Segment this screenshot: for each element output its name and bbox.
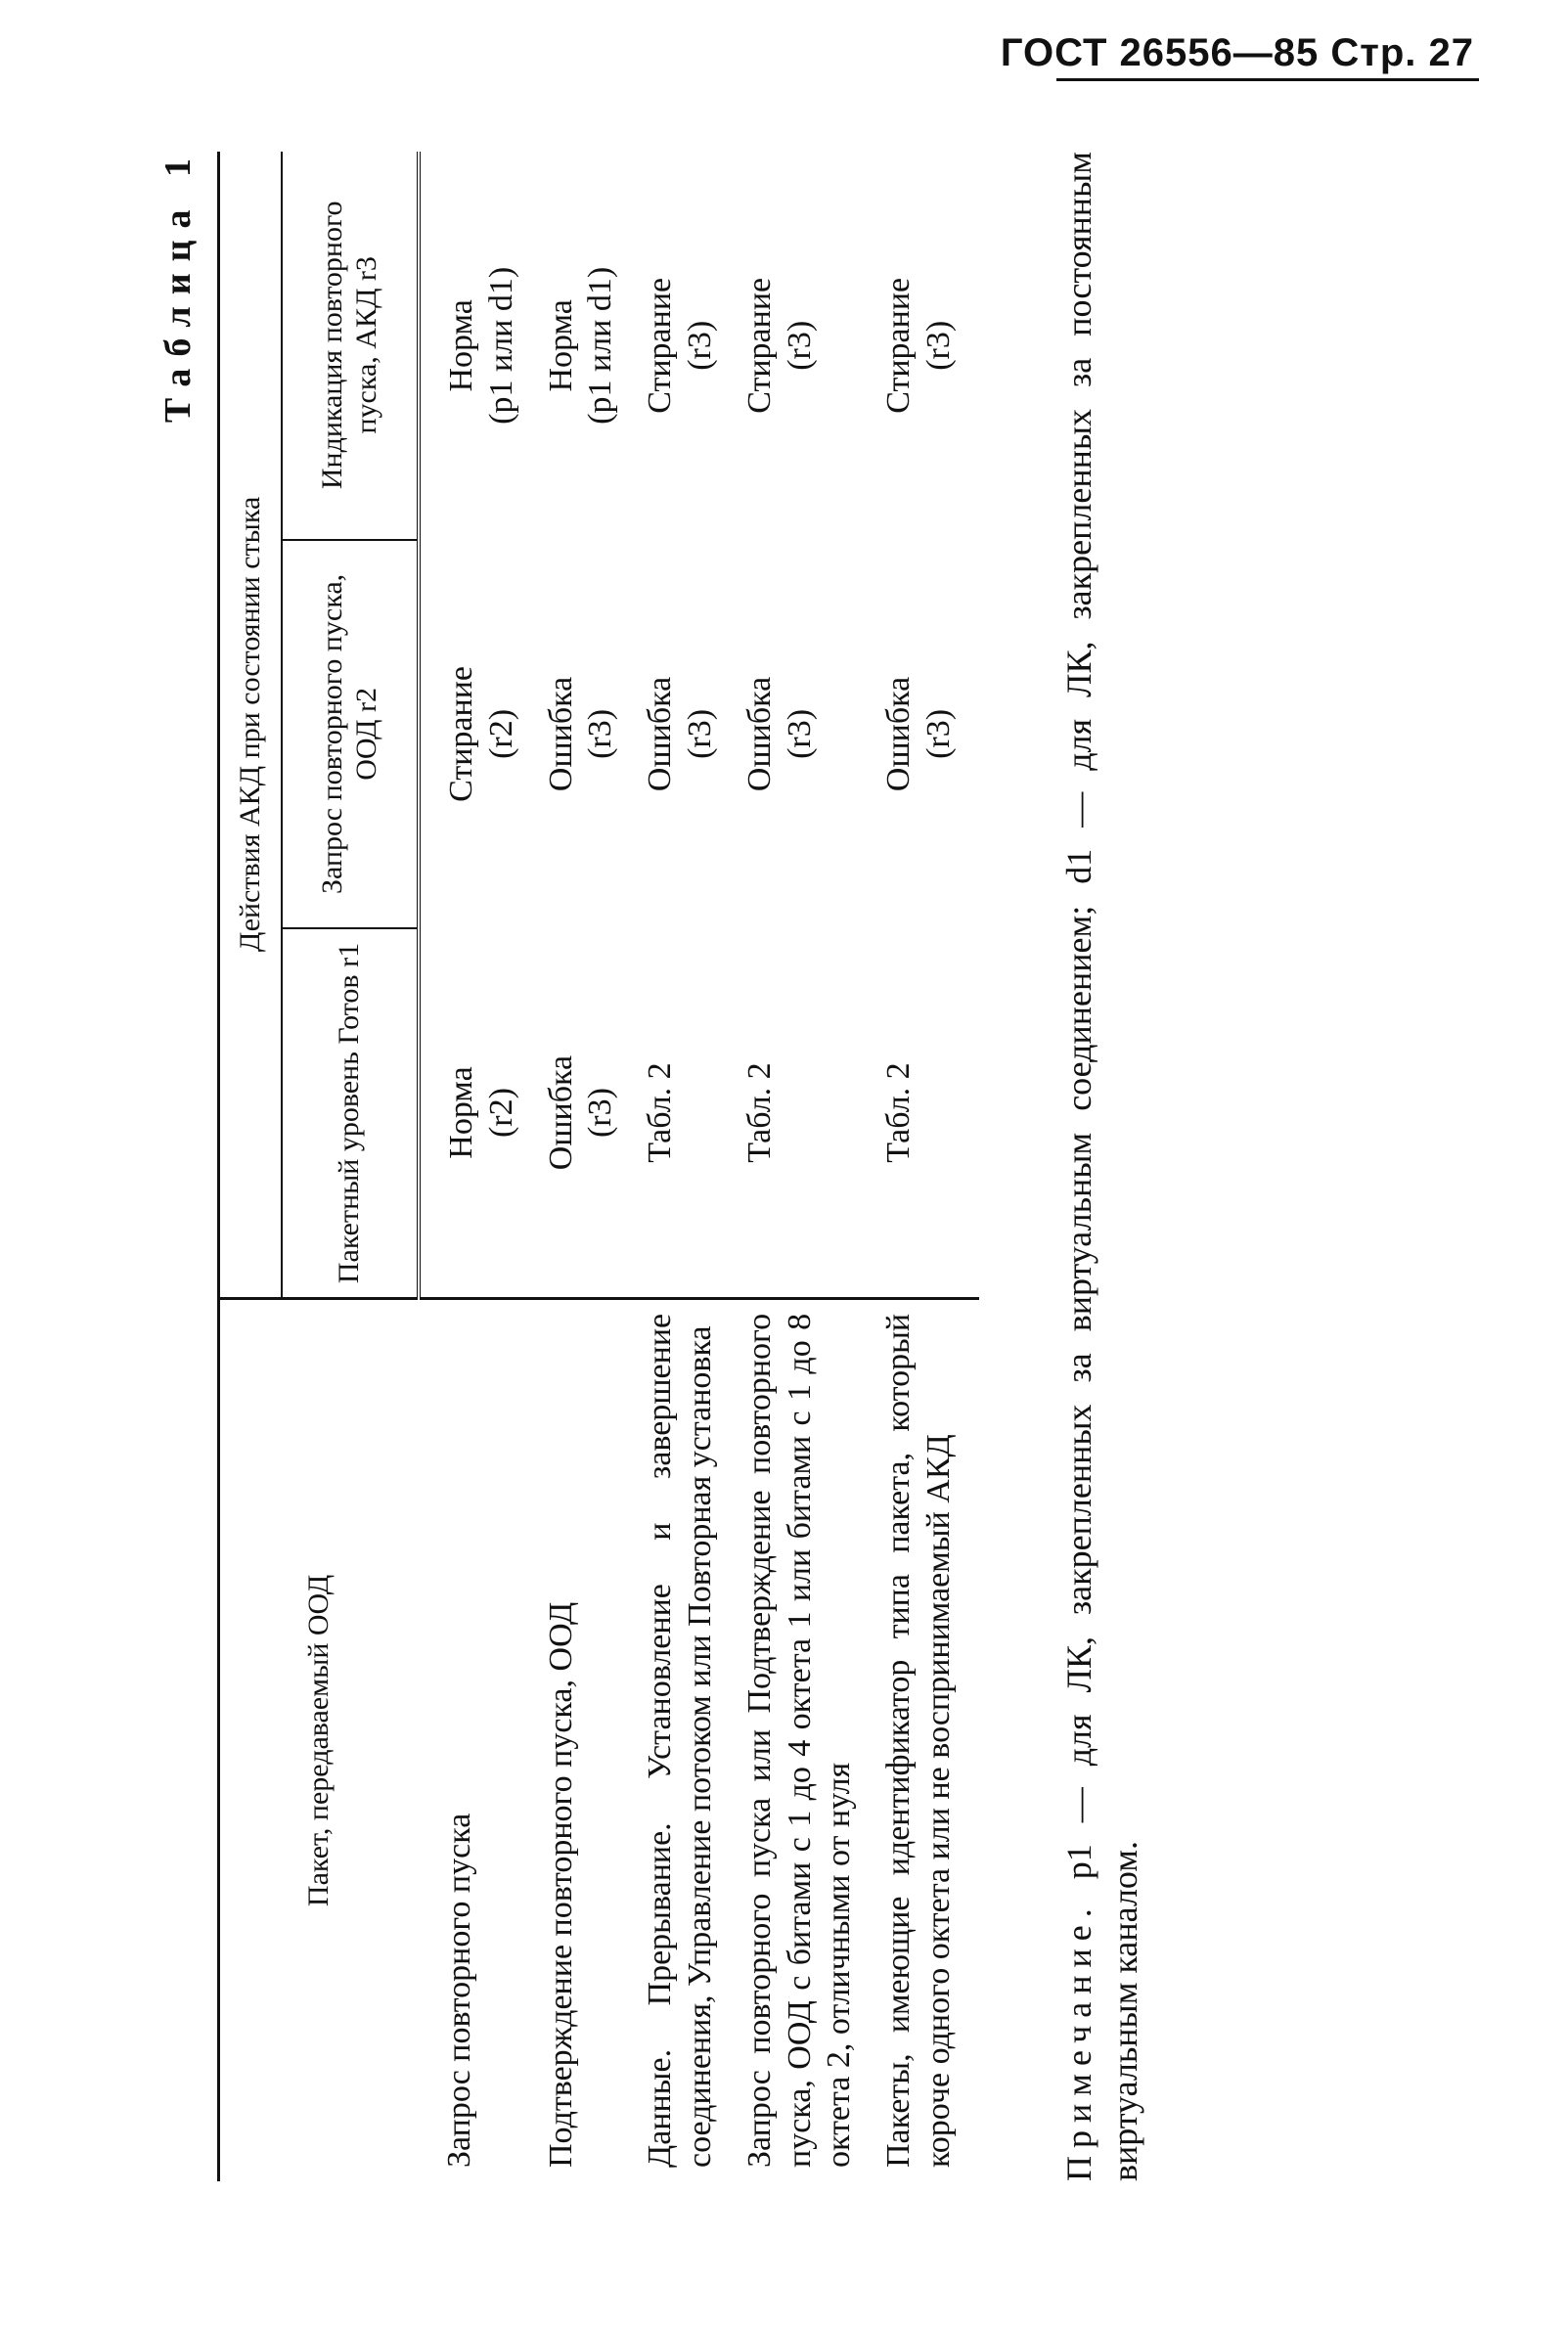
note-label: Примечание. [1059,1901,1098,2181]
cell-line: (r3) [582,1088,619,1139]
table-row [419,152,532,2181]
header-r2: Запрос повторного пуска, ООД r2 [282,540,419,929]
cell-line: (r3) [781,320,818,371]
header-r1: Пакетный уровень Готов r1 [282,928,419,1298]
cell-line: Стирание [880,277,918,414]
cell-line: (r3) [681,320,718,371]
cell-line: Стирание [443,665,479,802]
cell-line: (r3) [919,320,957,371]
cell-line: (r3) [681,708,718,759]
r2-cell [532,540,632,929]
r3-cell [731,152,870,540]
r1-cell [532,928,632,1298]
r3-cell [532,152,632,540]
cell-line: Ошибка [542,676,579,792]
packet-cell: Пакеты, имеющие идентификатор типа пакета, который короче одного октета или не воспринимаемый АКД [870,1298,979,2181]
r2-cell [870,540,979,929]
cell-line: (r2) [482,708,519,759]
cell-line: Ошибка [740,676,778,792]
cell-line: (r2) [482,1088,519,1139]
r2-cell [631,540,731,929]
r1-cell [870,928,979,1298]
cell-line: (p1 или d1) [582,266,619,425]
actions-table [217,152,979,2181]
table-row [631,152,731,2181]
r3-cell [870,152,979,540]
cell-line: (r3) [582,708,619,759]
cell-line: (p1 или d1) [482,266,519,425]
r1-cell [419,928,532,1298]
cell-line: Норма [443,1066,479,1159]
header-group: Действия АКД при состоянии стыка [219,152,283,1298]
r2-cell [419,540,532,929]
cell-line: Ошибка [542,1054,579,1171]
cell-line: (r3) [781,708,818,759]
table-caption: Таблица 1 [157,147,199,424]
table-row [731,152,870,2181]
cell-line: Ошибка [642,676,679,792]
cell-line: Табл. 2 [740,1062,778,1163]
cell-line: Стирание [642,277,679,414]
r2-cell [731,540,870,929]
cell-line: Норма [542,299,579,392]
rotated-content [157,137,1369,2181]
packet-cell: Данные. Прерывание. Установление и завершение соединения, Управление потоком или Повторная установка [631,1298,731,2181]
table-note [1056,152,1148,2181]
cell-line: Табл. 2 [642,1062,679,1163]
header-rule [1056,78,1479,81]
table-row [870,152,979,2181]
packet-cell: Запрос повторного пуска [419,1298,532,2181]
note-text: p1 — для ЛК, закрепленных за виртуальным соединением; d1 — для ЛК, закрепленных за постоянным виртуальным каналом. [1059,151,1144,2181]
r1-cell [631,928,731,1298]
page-header: ГОСТ 26556—85 Стр. 27 [1000,31,1474,74]
cell-line: (r3) [919,708,957,759]
packet-cell: Запрос повторного пуска или Подтверждение повторного пуска, ООД с битами с 1 до 4 октета 1 или битами с 1 до 8 октета 2, отличными от нуля [731,1298,870,2181]
r1-cell [731,928,870,1298]
cell-line: Норма [443,299,479,392]
cell-line: Ошибка [880,676,918,792]
cell-line: Табл. 2 [880,1062,918,1163]
table-row [532,152,632,2181]
r3-cell [631,152,731,540]
cell-line: Стирание [740,277,778,414]
header-r3: Индикация повторного пуска, АКД r3 [282,152,419,540]
header-packet: Пакет, передаваемый ООД [219,1298,420,2181]
packet-cell: Подтверждение повторного пуска, ООД [532,1298,632,2181]
r3-cell [419,152,532,540]
